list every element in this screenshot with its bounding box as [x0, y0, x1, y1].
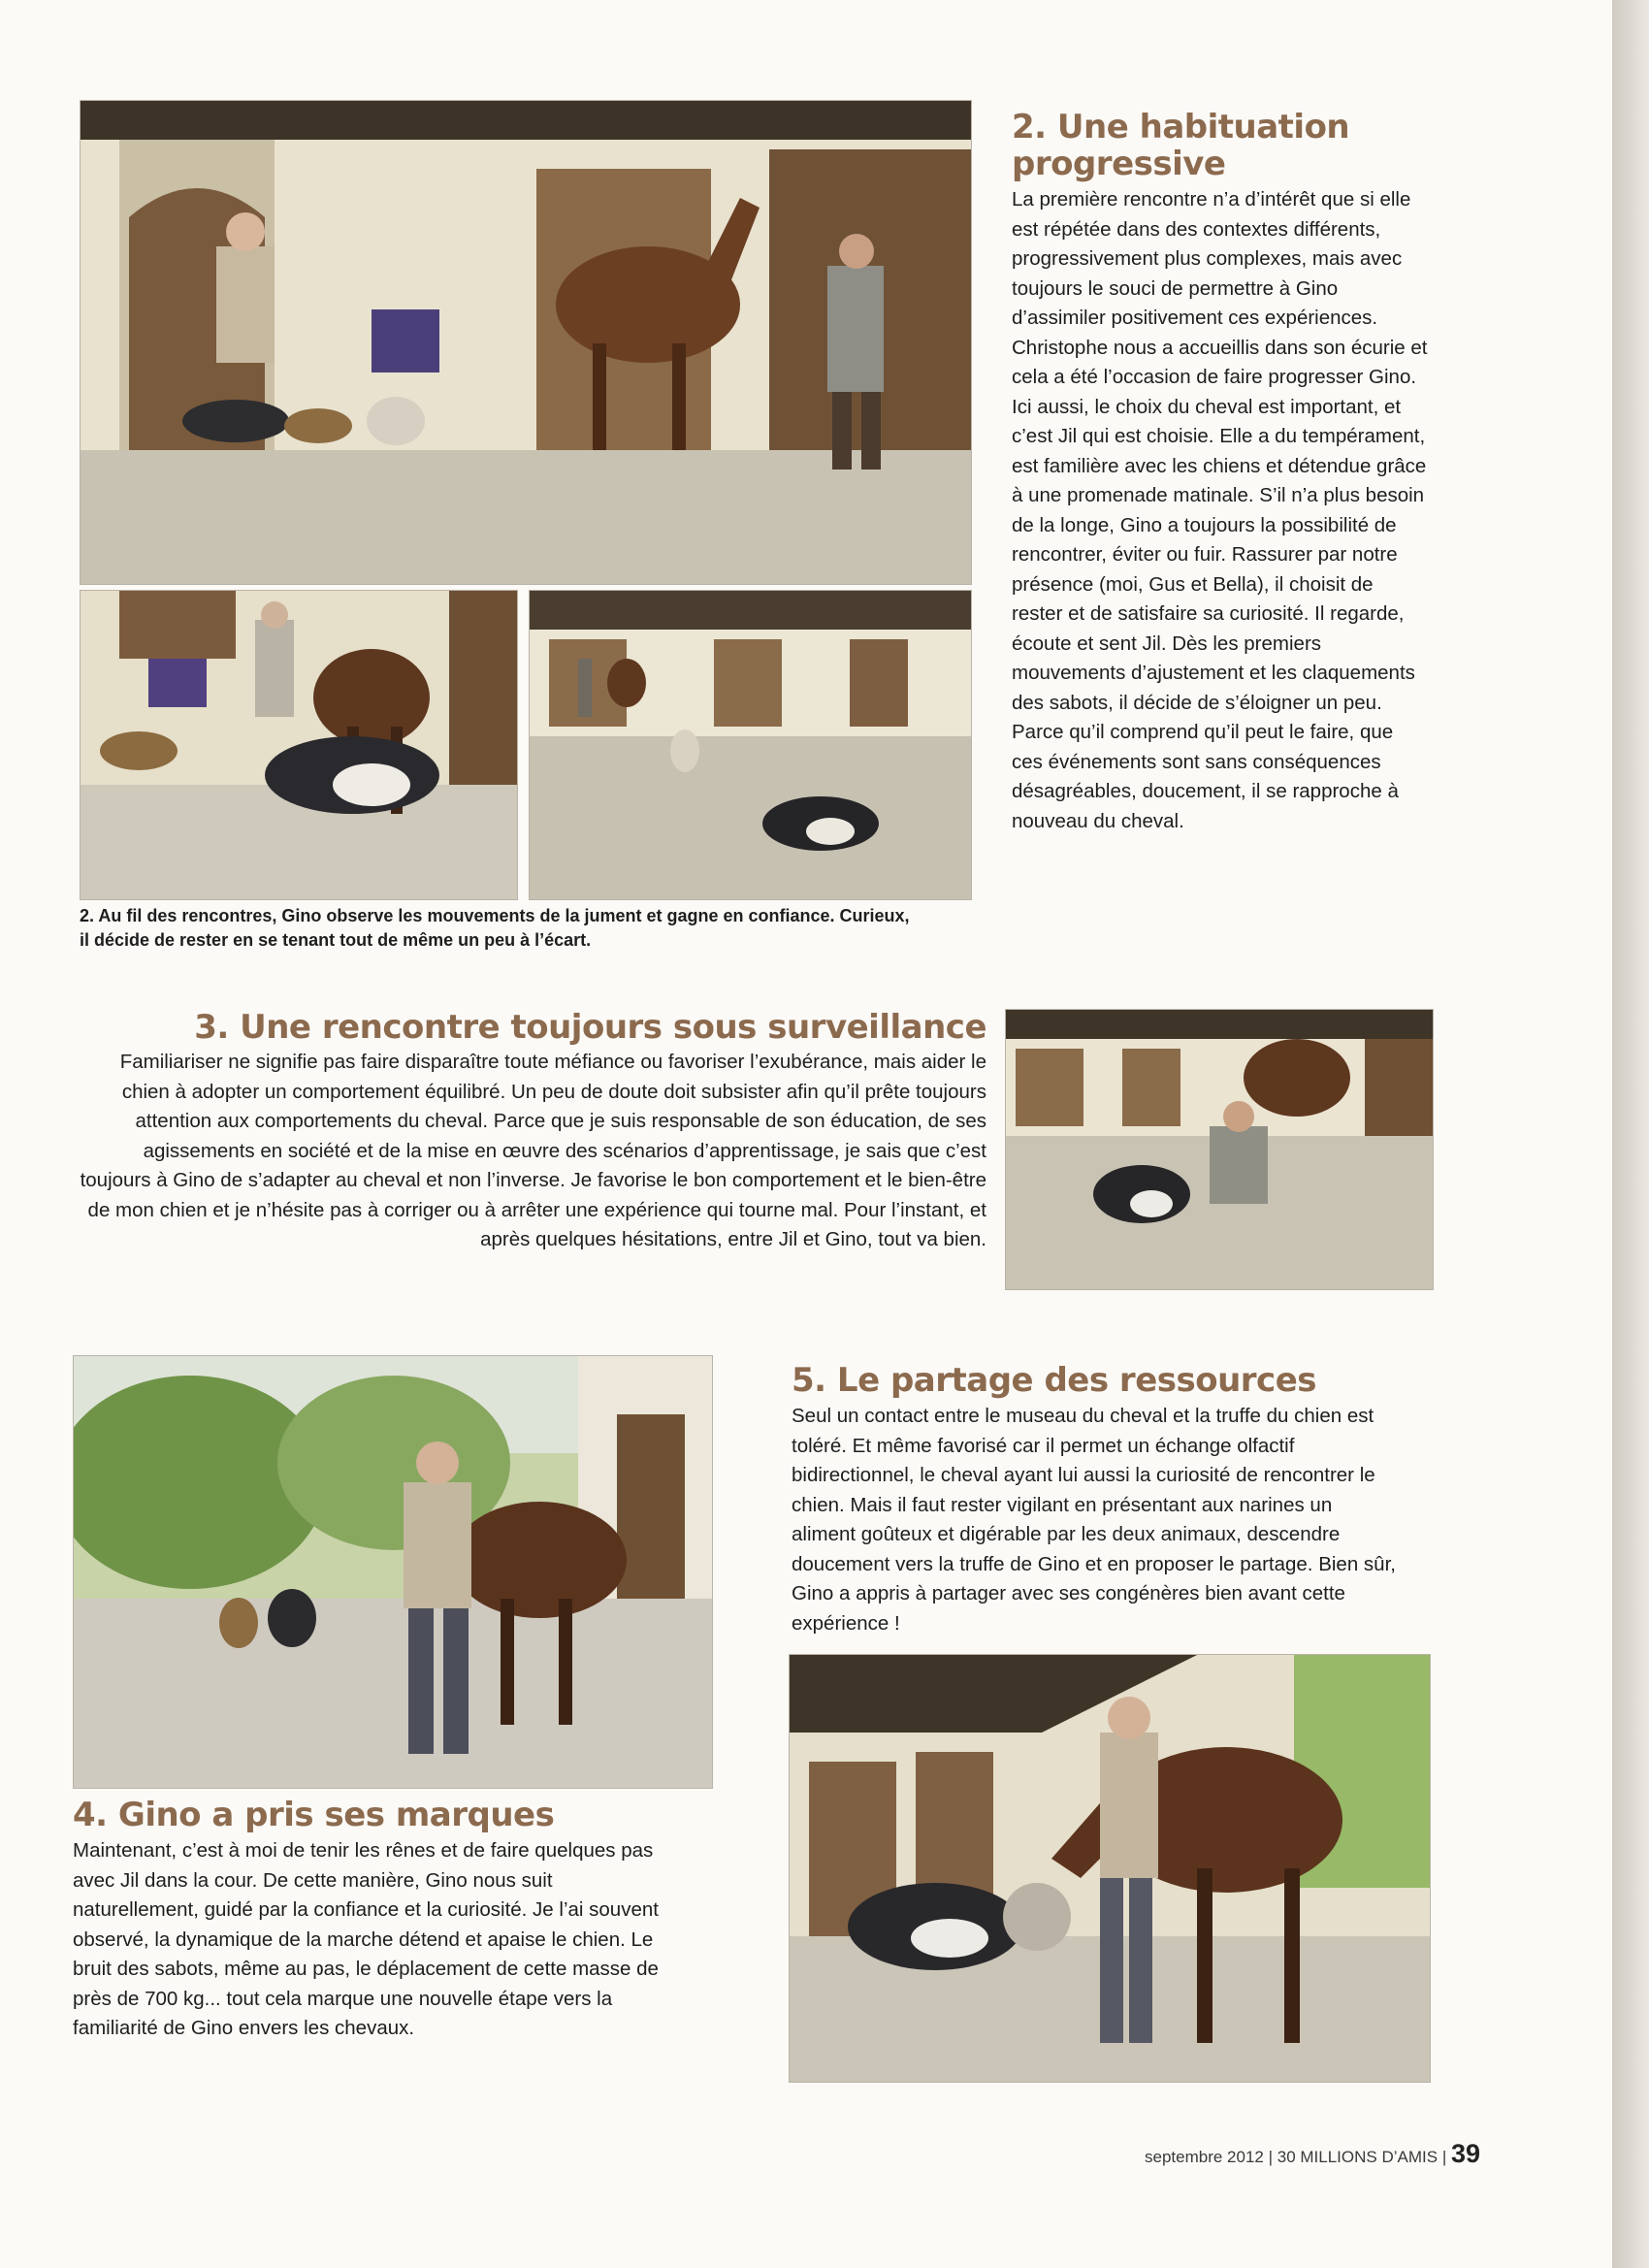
section-5-title: 5. Le partage des ressources [792, 1361, 1317, 1400]
photo-walking-mare-with-dogs [73, 1355, 713, 1789]
photo-crouching-with-dog [1005, 1009, 1434, 1290]
section-4-title: 4. Gino a pris ses marques [73, 1796, 555, 1834]
footer-magazine: 30 MILLIONS D’AMIS [1277, 2148, 1439, 2166]
photo-dogs-near-mare [80, 590, 518, 900]
section-3-body: Familiariser ne signifie pas faire disparaître toute méfiance ou favoriser l’exubérance, mais aider le chien à adopter un comportement équilibré. Un peu de doute doit subsister afin qu’il prête toujours attention aux comportements du cheval. Parce que je suis responsable de son éducation, de ses agissements en société et de la mise en œuvre des scénarios d’apprentissage, je sais que c’est toujours à Gino de s’adapter au cheval et non l’inverse. Je favorise le bon comportement et le bien-être de mon chien et je n’hésite pas à corriger ou à arrêter une expérience qui tourne mal. Pour l’instant, et après quelques hésitations, entre Jil et Gino, tout va bien. [80, 1051, 986, 1250]
section-3-title: 3. Une rencontre toujours sous surveillance [194, 1008, 986, 1047]
section-2-title-line1: 2. Une habituation [1012, 108, 1350, 146]
photo-sharing-treat [789, 1654, 1431, 2083]
page-spine [1612, 0, 1649, 2268]
page-footer [1145, 2139, 1480, 2169]
section-4-body: Maintenant, c’est à moi de tenir les rênes et de faire quelques pas avec Jil dans la cour. De cette manière, Gino nous suit naturellement, guidé par la confiance et la curiosité. Je l’ai souvent observé, la dynamique de la marche détend et apaise le chien. Le bruit des sabots, même au pas, le déplacement de cette masse de près de 700 kg... tout cela marque une nouvelle étape vers la familiarité de Gino envers les chevaux. [73, 1839, 659, 2039]
section-2-title-line2: progressive [1012, 145, 1226, 183]
footer-separator: | [1268, 2148, 1277, 2166]
section-5-body: Seul un contact entre le museau du cheval et la truffe du chien est toléré. Et même favorisé car il permet un échange olfactif bidirectionnel, le cheval ayant lui aussi la curiosité de rencontrer le chien. Mais il faut rester vigilant en présentant aux narines un aliment goûteux et digérable par les deux animaux, descendre doucement vers la truffe de Gino et en proposer le partage. Bien sûr, Gino a appris à partager avec ses congénères bien avant cette expérience ! [792, 1405, 1396, 1635]
section-2-body: La première rencontre n’a d’intérêt que si elle est répétée dans des contextes différents, progressivement plus complexes, mais avec toujours le souci de permettre à Gino d’assimiler positivement ces expériences. Christophe nous a accueillis dans son écurie et cela a été l’occasion de faire progresser Gino. Ici aussi, le choix du cheval est important, et c’est Jil qui est choisie. Elle a du tempérament, est familière avec les chiens et détendue grâce à une promenade matinale. S’il n’a plus besoin de la longe, Gino a toujours la possibilité de rencontrer, éviter ou fuir. Rassurer par notre présence (moi, Gus et Bella), il choisit de rester et de satisfaire sa curiosité. Il regarde, écoute et sent Jil. Dès les premiers mouvements d’ajustement et les claquements des sabots, il décide de s’éloigner un peu. Parce qu’il comprend qu’il peut le faire, que ces événements sont sans conséquences désagréables, doucement, il se rapproche à nouveau du cheval. [1012, 188, 1428, 832]
footer-date: septembre 2012 [1145, 2148, 1264, 2166]
section-2-title [1012, 109, 1555, 182]
page-number: 39 [1450, 2139, 1480, 2168]
footer-separator: | [1441, 2148, 1451, 2166]
photo-courtyard-dog-distance [529, 590, 972, 900]
caption-photos-section-2: 2. Au fil des rencontres, Gino observe les mouvements de la jument et gagne en confiance. Curieux, il décide de rester en se tenant tout de même un peu à l’écart. [80, 906, 910, 950]
photo-stable-horse-dogs [80, 100, 972, 585]
